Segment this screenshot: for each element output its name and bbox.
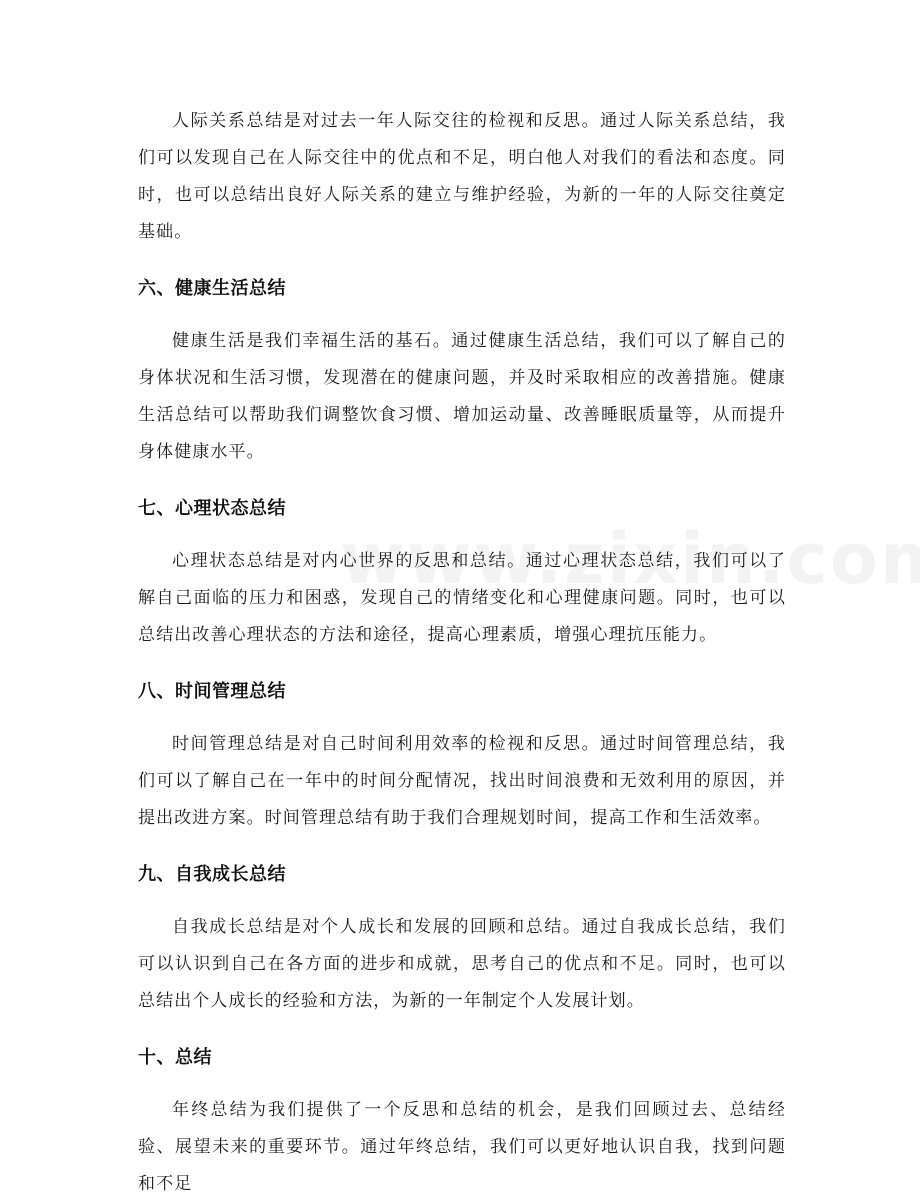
intro-paragraph: 人际关系总结是对过去一年人际交往的检视和反思。通过人际关系总结，我们可以发现自己在人际交往中的优点和不足，明白他人对我们的看法和态度。同时，也可以总结出良好人际关系的建立与维护经验，为新的一年的人际交往奠定基础。	[138, 111, 786, 242]
section-text-summary: 年终总结为我们提供了一个反思和总结的机会，是我们回顾过去、总结经验、展望未来的重要环节。通过年终总结，我们可以更好地认识自我，找到问题和不足	[138, 1100, 786, 1194]
section-heading-summary: 十、总结	[138, 1047, 212, 1068]
section-heading-growth: 九、自我成长总结	[138, 864, 286, 885]
section-heading-mental: 七、心理状态总结	[138, 498, 286, 519]
section-text-time: 时间管理总结是对自己时间利用效率的检视和反思。通过时间管理总结，我们可以了解自己在一年中的时间分配情况，找出时间浪费和无效利用的原因，并提出改进方案。时间管理总结有助于我们合理规划时间，提高工作和生活效率。	[138, 734, 786, 828]
section-text-health: 健康生活是我们幸福生活的基石。通过健康生活总结，我们可以了解自己的身体状况和生活习惯，发现潜在的健康问题，并及时采取相应的改善措施。健康生活总结可以帮助我们调整饮食习惯、增加运动量、改善睡眠质量等，从而提升身体健康水平。	[138, 331, 786, 462]
document-body	[138, 103, 786, 1203]
section-heading-health: 六、健康生活总结	[138, 278, 286, 299]
section-text-growth: 自我成长总结是对个人成长和发展的回顾和总结。通过自我成长总结，我们可以认识到自己在各方面的进步和成就，思考自己的优点和不足。同时，也可以总结出个人成长的经验和方法，为新的一年制定个人发展计划。	[138, 917, 786, 1011]
section-text-mental: 心理状态总结是对内心世界的反思和总结。通过心理状态总结，我们可以了解自己面临的压力和困惑，发现自己的情绪变化和心理健康问题。同时，也可以总结出改善心理状态的方法和途径，提高心理素质，增强心理抗压能力。	[138, 551, 786, 645]
section-heading-time: 八、时间管理总结	[138, 681, 286, 702]
